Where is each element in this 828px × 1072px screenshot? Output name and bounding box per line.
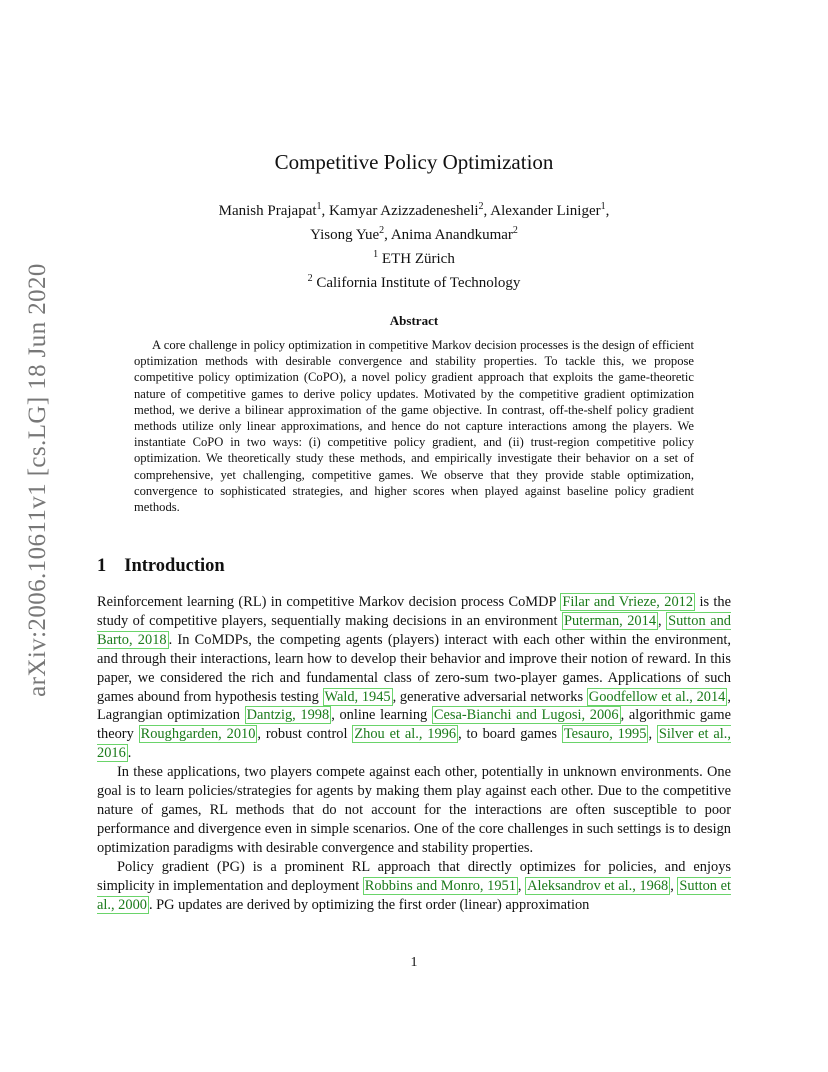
author-line-2: Yisong Yue$^2$, Anima Anandkumar$^2$ bbox=[310, 225, 518, 243]
author-name: Manish Prajapat bbox=[218, 203, 317, 219]
citation-link[interactable]: Filar and Vrieze, 2012 bbox=[562, 594, 694, 610]
citation-link[interactable]: Wald, 1945 bbox=[324, 688, 391, 705]
affiliation-1: $^1$ ETH Zürich bbox=[373, 249, 455, 267]
citation-link[interactable]: Tesauro, 1995 bbox=[563, 726, 647, 743]
affiliation-2: $^2$ California Institute of Technology bbox=[307, 273, 521, 291]
abstract-heading: Abstract bbox=[389, 313, 439, 328]
paragraph-text: , bbox=[648, 726, 657, 743]
paragraph-text: is the study of competitive players, sequentially making decisions in an environment bbox=[97, 594, 732, 629]
body-paragraph bbox=[97, 593, 731, 763]
author-block bbox=[0, 197, 828, 293]
paragraph-text: , bbox=[517, 877, 526, 894]
citation-link[interactable]: Dantzig, 1998 bbox=[246, 707, 330, 724]
affiliation-mark: 2 bbox=[512, 225, 518, 236]
page-number: 1 bbox=[410, 955, 418, 970]
paragraph-text: In these applications, two players compete against each other, potentially in unknown environments. One goal is to learn policies/strategies for agents by making them play against each other. Due to the competitive nature of games, RL methods that do not account for the interactions are often susceptible to poor performance and divergence even in simple scenarios. One of the core challenges in such settings is to design optimization paradigms with desirable convergence and stability properties. bbox=[97, 764, 731, 856]
citation-link[interactable]: Sutton et al., 2000 bbox=[97, 877, 731, 913]
citation-link[interactable]: Sutton and Barto, 2018 bbox=[97, 612, 731, 648]
affiliation-mark: 2 bbox=[478, 201, 484, 212]
paragraph-text: , algorithmic game theory bbox=[97, 707, 732, 743]
author-name: Kamyar Azizzadenesheli bbox=[329, 203, 479, 219]
section-heading bbox=[97, 556, 225, 577]
arxiv-identifier-stamp: arXiv:2006.10611v1 [cs.LG] 18 Jun 2020 bbox=[24, 263, 51, 697]
section-title: Introduction bbox=[124, 556, 225, 576]
paragraph-text: , bbox=[670, 877, 678, 894]
paragraph-text: . PG updates are derived by optimizing the first order (linear) approximation bbox=[148, 896, 590, 913]
section-number: 1 bbox=[97, 556, 107, 576]
affiliation-mark: 1 bbox=[316, 201, 322, 212]
citation-link[interactable]: Silver et al., 2016 bbox=[97, 726, 731, 762]
citation-link[interactable]: Robbins and Monro, 1951 bbox=[364, 877, 516, 894]
abstract-text: A core challenge in policy optimization in competitive Markov decision processes is the design of efficient optimization methods with desirable convergence and stability properties. To tackle this, we propose competitive policy optimization (CoPO), a novel policy gradient approach that exploits the game-theoretic nature of competitive games to derive policy updates. Motivated by the competitive gradient optimization method, we derive a bilinear approximation of the game objective. In contrast, off-the-shelf policy gradient methods utilize only linear approximations, and hence do not capture interactions among the players. We instantiate CoPO in two ways: (i) competitive policy gradient, and (ii) trust-region competitive policy optimization. We theoretically study these methods, and empirically investigate their behavior on a set of comprehensive, yet challenging, competitive games. We observe that they provide stable optimization, convergence to sophisticated strategies, and higher scores when played against baseline policy gradient methods. bbox=[134, 338, 694, 515]
body-paragraph bbox=[97, 763, 731, 858]
author-name: Yisong Yue bbox=[310, 227, 380, 243]
citation-link[interactable]: Zhou et al., 1996 bbox=[354, 726, 457, 743]
author-name: Anima Anandkumar bbox=[390, 227, 513, 243]
citation-link[interactable]: Roughgarden, 2010 bbox=[140, 726, 256, 743]
paragraph-text: Reinforcement learning (RL) in competitive Markov decision process CoMDP bbox=[97, 594, 561, 610]
paragraph-text: , generative adversarial networks bbox=[392, 688, 587, 705]
paragraph-text: . bbox=[127, 745, 132, 762]
paragraph-text: Policy gradient (PG) is a prominent RL approach that directly optimizes for policies, and enjoys simplicity in implementation and deployment bbox=[97, 858, 731, 894]
paragraph-text: , Lagrangian optimization bbox=[97, 688, 731, 724]
paragraph-text: . In CoMDPs, the competing agents (players) interact with each other within the environment, and through their interactions, learn how to develop their behavior and improve their notion of reward. In this paper, we considered the rich and fundamental class of zero-sum two-player games. Applications of such games abound from hypothesis testing bbox=[97, 631, 731, 705]
paragraph-text: , bbox=[658, 612, 667, 629]
citation-link[interactable]: Aleksandrov et al., 1968 bbox=[527, 877, 669, 894]
paragraph-text: , robust control bbox=[257, 726, 353, 743]
citation-link[interactable]: Goodfellow et al., 2014 bbox=[588, 688, 726, 705]
paragraph-text: , to board games bbox=[458, 726, 562, 743]
author-name: Alexander Liniger bbox=[490, 203, 601, 219]
body-text bbox=[97, 593, 731, 914]
paragraph-text: , online learning bbox=[331, 707, 432, 724]
citation-link[interactable]: Puterman, 2014 bbox=[563, 612, 657, 629]
author-line-1: Manish Prajapat$^1$, Kamyar Azizzadenesheli$^2$, Alexander Liniger$^1$, bbox=[218, 201, 610, 219]
citation-link[interactable]: Cesa-Bianchi and Lugosi, 2006 bbox=[433, 707, 619, 724]
affiliation-mark: 2 bbox=[379, 225, 385, 236]
body-paragraph bbox=[97, 858, 731, 915]
affiliation-mark: 1 bbox=[600, 201, 606, 212]
paper-title: Competitive Policy Optimization bbox=[274, 150, 554, 174]
